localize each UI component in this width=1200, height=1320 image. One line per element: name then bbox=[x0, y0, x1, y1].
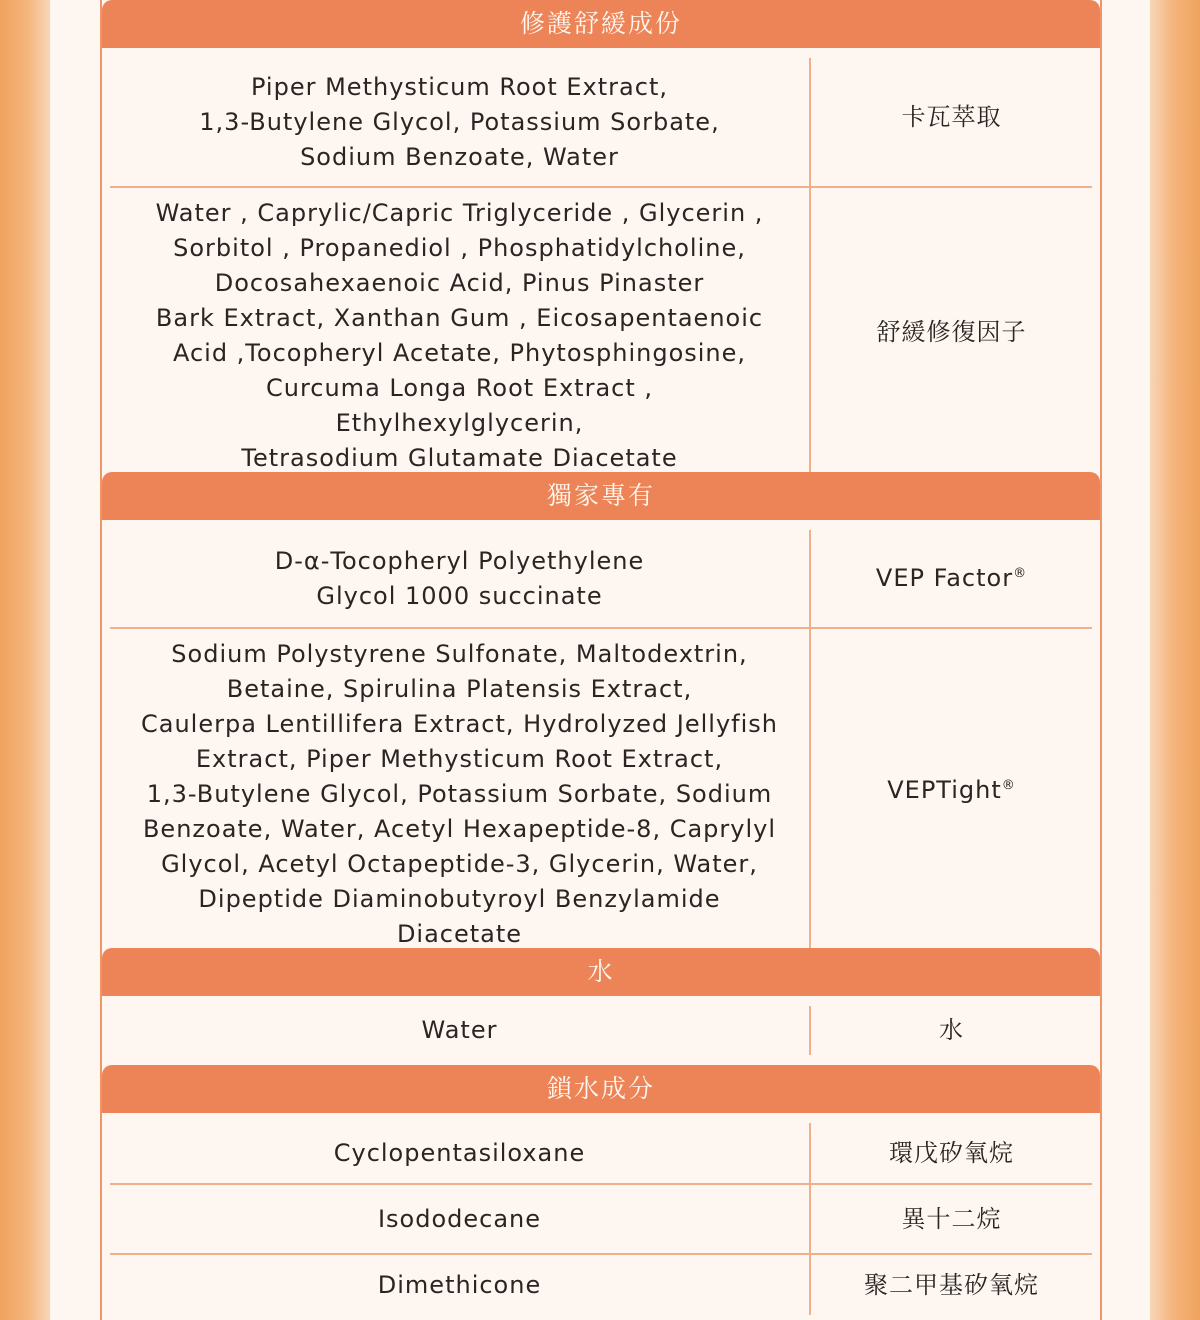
inci-text: D-α-Tocopheryl Polyethylene Glycol 1000 succinate bbox=[274, 546, 645, 610]
table-row bbox=[110, 1255, 1092, 1315]
ingredient-table bbox=[100, 0, 1102, 1320]
inci-text: Cyclopentasiloxane bbox=[333, 1138, 586, 1167]
inci-cell bbox=[110, 1123, 811, 1183]
inci-cell bbox=[110, 1185, 811, 1253]
ingredient-name bbox=[876, 561, 1027, 596]
section-header-moisture-lock: 鎖水成分 bbox=[102, 1065, 1100, 1113]
inci-cell bbox=[110, 1006, 811, 1055]
ingredient-name bbox=[887, 773, 1016, 808]
table-row bbox=[110, 530, 1092, 629]
section-header-exclusive: 獨家專有 bbox=[102, 472, 1100, 520]
section-header-water: 水 bbox=[102, 948, 1100, 996]
ingredient-name: 聚二甲基矽氧烷 bbox=[864, 1270, 1039, 1299]
inci-cell bbox=[110, 1255, 811, 1315]
ingredient-card bbox=[50, 0, 1150, 1320]
ingredient-name-text: VEPTight bbox=[887, 776, 1002, 804]
right-gradient-border bbox=[1150, 0, 1200, 1320]
table-row bbox=[110, 188, 1092, 472]
section-header-repair: 修護舒緩成份 bbox=[102, 0, 1100, 48]
left-gradient-border bbox=[0, 0, 50, 1320]
inci-text: Piper Methysticum Root Extract, 1,3-Butylene Glycol, Potassium Sorbate, Sodium Benzoate, Water bbox=[199, 72, 720, 171]
table-row bbox=[110, 1006, 1092, 1055]
ingredient-name-cell bbox=[811, 188, 1092, 476]
ingredient-name-cell bbox=[811, 1185, 1092, 1253]
table-row bbox=[110, 629, 1092, 948]
inci-text: Sodium Polystyrene Sulfonate, Maltodextrin, Betaine, Spirulina Platensis Extract, Caulerpa Lentillifera Extract, Hydrolyzed Jellyfish Extract, Piper Methysticum Root Extract, 1,3-Butylene Glycol, Potassium Sorbate, Sodium Benzoate, Water, Acetyl Hexapeptide-8, Caprylyl Glycol, Acetyl Octapeptide-3, Glycerin, Water, Dipeptide Diaminobutyroyl Benzylamide Diacetate bbox=[140, 640, 778, 948]
inci-text: Water , Caprylic/Capric Triglyceride , Glycerin , Sorbitol , Propanediol , Phosphatidylcholine, Docosahexaenoic Acid, Pinus Pinaster Bark Extract, Xanthan Gum , Eicosapentaenoic Acid ,Tocopheryl Acetate, Phytosphingosine, Curcuma Longa Root Extract , Ethylhexylglycerin, Tetrasodium Glutamate Diacetate bbox=[155, 199, 764, 472]
inci-text: Isododecane bbox=[377, 1204, 542, 1233]
inci-cell bbox=[110, 188, 811, 476]
ingredient-name-cell bbox=[811, 629, 1092, 952]
ingredient-name-cell bbox=[811, 1006, 1092, 1055]
inci-text: Dimethicone bbox=[377, 1270, 542, 1299]
ingredient-name: 水 bbox=[939, 1016, 964, 1044]
registered-mark: ® bbox=[1001, 778, 1016, 793]
ingredient-name-text: VEP Factor bbox=[875, 564, 1014, 592]
table-row bbox=[110, 58, 1092, 188]
ingredient-name: 卡瓦萃取 bbox=[901, 102, 1002, 131]
inci-cell bbox=[110, 530, 811, 627]
ingredient-name-cell bbox=[811, 530, 1092, 627]
ingredient-name: 舒緩修復因子 bbox=[876, 317, 1027, 346]
ingredient-name-cell bbox=[811, 1123, 1092, 1183]
registered-mark: ® bbox=[1013, 566, 1028, 581]
inci-text: Water bbox=[421, 1016, 498, 1044]
inci-cell bbox=[110, 629, 811, 952]
ingredient-name: 環戊矽氧烷 bbox=[889, 1138, 1014, 1167]
ingredient-name: 異十二烷 bbox=[901, 1204, 1002, 1233]
ingredient-name-cell bbox=[811, 1255, 1092, 1315]
ingredient-name-cell bbox=[811, 58, 1092, 186]
table-row bbox=[110, 1185, 1092, 1255]
table-row bbox=[110, 1123, 1092, 1185]
inci-cell bbox=[110, 58, 811, 186]
